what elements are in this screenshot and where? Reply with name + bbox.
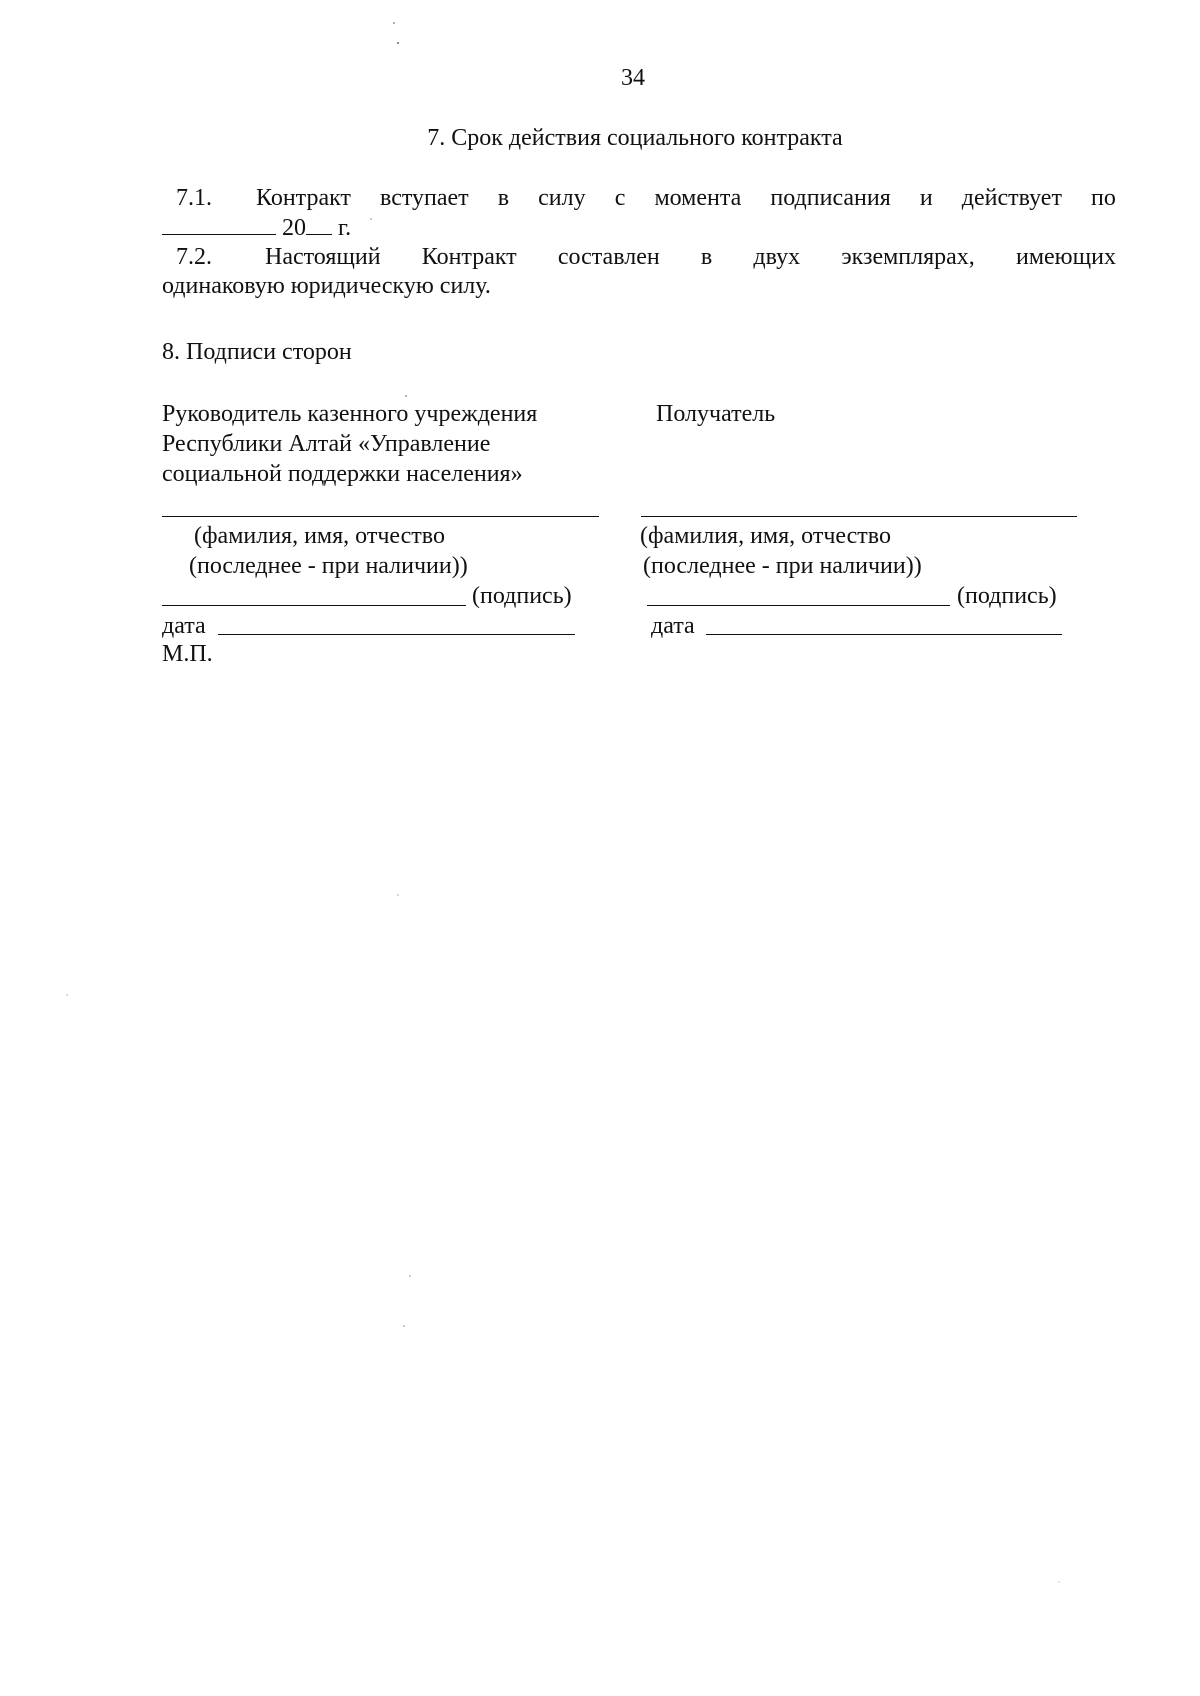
left-org-line-3: социальной поддержки населения» xyxy=(162,461,523,487)
right-signature-line xyxy=(647,605,950,606)
scan-speck xyxy=(370,218,372,220)
scan-speck xyxy=(409,1275,411,1277)
stamp-label: М.П. xyxy=(162,641,213,667)
item-7-2-line-2: одинаковую юридическую силу. xyxy=(162,273,491,299)
item-7-2-word: двух xyxy=(753,244,801,270)
right-name-caption-2: (последнее - при наличии)) xyxy=(643,553,922,579)
scan-speck xyxy=(403,1325,405,1327)
left-signature-line xyxy=(162,605,466,606)
scan-speck xyxy=(397,894,399,896)
left-org-line-1: Руководитель казенного учреждения xyxy=(162,401,538,427)
item-7-1-word: по xyxy=(1091,185,1116,211)
item-7-1-word: с xyxy=(614,185,626,211)
item-7-1-line-2 xyxy=(162,214,351,242)
day-month-blank xyxy=(162,234,276,235)
left-signature-label: (подпись) xyxy=(472,583,572,609)
right-name-caption-1: (фамилия, имя, отчество xyxy=(640,523,891,549)
left-name-line xyxy=(162,516,599,517)
item-7-2-word: экземплярах, xyxy=(841,244,975,270)
scan-speck xyxy=(393,22,395,24)
year-blank xyxy=(306,234,332,235)
item-7-2-word: составлен xyxy=(557,244,660,270)
item-7-1-word: силу xyxy=(538,185,586,211)
item-7-2-word: Контракт xyxy=(421,244,517,270)
item-7-1-word: Контракт xyxy=(256,185,351,211)
left-org-line-2: Республики Алтай «Управление xyxy=(162,431,491,457)
item-7-2-word: в xyxy=(700,244,713,270)
right-date-line xyxy=(706,634,1062,635)
scan-speck xyxy=(397,42,399,44)
left-name-caption-2: (последнее - при наличии)) xyxy=(189,553,468,579)
item-7-1-word: и xyxy=(919,185,933,211)
right-name-line xyxy=(641,516,1077,517)
item-7-1-word: вступает xyxy=(380,185,469,211)
left-date-line xyxy=(218,634,575,635)
scan-speck xyxy=(66,994,68,996)
item-7-1-word: действует xyxy=(961,185,1062,211)
left-name-caption-1: (фамилия, имя, отчество xyxy=(194,523,445,549)
right-signature-label: (подпись) xyxy=(957,583,1057,609)
left-date-label: дата xyxy=(162,613,206,639)
year-suffix: г. xyxy=(338,215,352,241)
year-prefix: 20 xyxy=(282,215,306,241)
scan-speck xyxy=(1058,1581,1060,1583)
item-7-2-word: имеющих xyxy=(1016,244,1116,270)
scan-speck xyxy=(405,395,407,397)
section-8-title: 8. Подписи сторон xyxy=(162,339,352,365)
right-date-label: дата xyxy=(651,613,695,639)
section-7-title: 7. Срок действия социального контракта xyxy=(427,125,843,151)
item-7-2-number: 7.2. xyxy=(176,244,212,270)
item-7-1-line-1 xyxy=(256,184,1116,212)
item-7-2-line-1 xyxy=(265,243,1116,271)
right-recipient-title: Получатель xyxy=(656,401,776,427)
page-number: 34 xyxy=(621,65,645,91)
item-7-1-word: в xyxy=(497,185,510,211)
item-7-2-word: Настоящий xyxy=(265,244,381,270)
item-7-1-word: подписания xyxy=(770,185,891,211)
item-7-1-number: 7.1. xyxy=(176,185,212,211)
item-7-1-word: момента xyxy=(654,185,742,211)
